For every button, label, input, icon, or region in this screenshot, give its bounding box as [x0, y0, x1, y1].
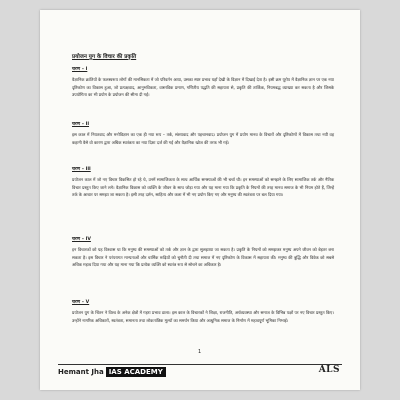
page-number: 1 [198, 349, 202, 355]
section-paragraph-5 [72, 309, 334, 324]
section-paragraph-3 [72, 176, 334, 199]
footer-divider [58, 364, 342, 365]
section-text-4: इन विचारकों को यह विश्वास था कि मनुष्य की समस्याओं को तर्क और ज्ञान के द्वारा सुलझाया जा सकता है। प्रकृति के नियमों को समझकर मनुष्य अपने जीवन को बेहतर बना सकता है। इस विचार ने परंपरागत मान्यताओं और धार्मिक रूढ़ियों को चुनौती दी तथा समाज में नए दृष्टिकोण के विकास में सहायता की। मनुष्य की बुद्धि और विवेक को सबसे अधिक महत्व दिया गया और यह माना गया कि प्रत्येक व्यक्ति को स्वतंत्र रूप से सोचने का अधिकार है। [72, 247, 334, 267]
section-paragraph-4 [72, 246, 334, 269]
page-title: प्रयोजन युग के विचार की प्रकृति [72, 54, 137, 60]
section-text-2: इस काल में नियतवाद और मनोविज्ञान का एक ही नया रूप – तर्क, संशयवाद और पहचानवाद। प्रयोजन युग में प्रयोग मानव के विचारों और दृष्टिकोणों में विकास तथा नयी वह कहानी वैसे वो कारण द्वारा अधिक स्वतंत्रता का नया दिशा दर्ज की गई और वैज्ञानिक खोज की तरफ भी गई। [72, 132, 334, 145]
section-label-2: चरण – II [72, 122, 90, 127]
section-paragraph-2 [72, 131, 334, 146]
brand-academy-badge: IAS ACADEMY [106, 367, 166, 377]
page-footer [58, 364, 342, 378]
footer-brand [58, 367, 166, 377]
brand-name: Hemant Jha [58, 368, 104, 376]
document-page [40, 10, 360, 390]
section-label-4: चरण – IV [72, 237, 91, 242]
section-paragraph-1 [72, 76, 334, 99]
section-text-1: वैज्ञानिक क्रांतियों के फलस्वरूप लोगों की मानसिकता में जो परिवर्तन आया, उसका स्पष्ट प्रभाव यहाँ देखी के विज्ञान में दिखाई देता है। इसी क्रम यूरोप में वैज्ञानिक ज्ञान पर एक नया दृष्टिकोण का विकास हुआ, जो प्रत्यक्षवाद, आनुभविकता, वास्तविक प्रमाण, गणितीय पद्धति की सहायता से, प्रकृति की तार्किक, नियमबद्ध व्याख्या कर सकता है और जिसके उपयोगिता का भी प्रयोग के प्रयोजन की सीमा दी गई। [72, 77, 334, 97]
section-text-3: प्रयोजन काल में जो नए विचार विकसित हो रहे थे, उनमें सामाजिकता के साथ आर्थिक समस्याओं की भी चर्चा थी। इन समस्याओं को समझने के लिए सामाजिक तर्क और नैतिक विचार प्रस्तुत किए जाने लगे। वैज्ञानिक विकास को व्यक्ति के जीवन के साथ जोड़ा गया और यह माना गया कि प्रकृति के नियमों की तरह मानव समाज के भी नियम होते हैं, जिन्हें तर्क के आधार पर समझा जा सकता है। इसी तरह दर्शन, साहित्य और कला में भी नए प्रयोग किए गए और मनुष्य की स्वतंत्रता पर बल दिया गया। [72, 177, 334, 197]
section-label-5: चरण – V [72, 300, 90, 305]
section-label-3: चरण – III [72, 167, 91, 172]
section-text-5: प्रयोजन युग के चिंतन ने विश्व के अनेक क्षेत्रों में गहरा प्रभाव डाला। इस काल के विचारकों ने शिक्षा, राजनीति, अर्थव्यवस्था और समाज के विभिन्न पक्षों पर नए विचार प्रस्तुत किए। उन्होंने नागरिक अधिकारों, स्वतंत्रता, समानता तथा लोकतांत्रिक मूल्यों का समर्थन किया और आधुनिक समाज के निर्माण में महत्वपूर्ण भूमिका निभाई। [72, 310, 334, 323]
als-logo: ALS [318, 365, 340, 375]
section-label-1: चरण – I [72, 67, 88, 72]
